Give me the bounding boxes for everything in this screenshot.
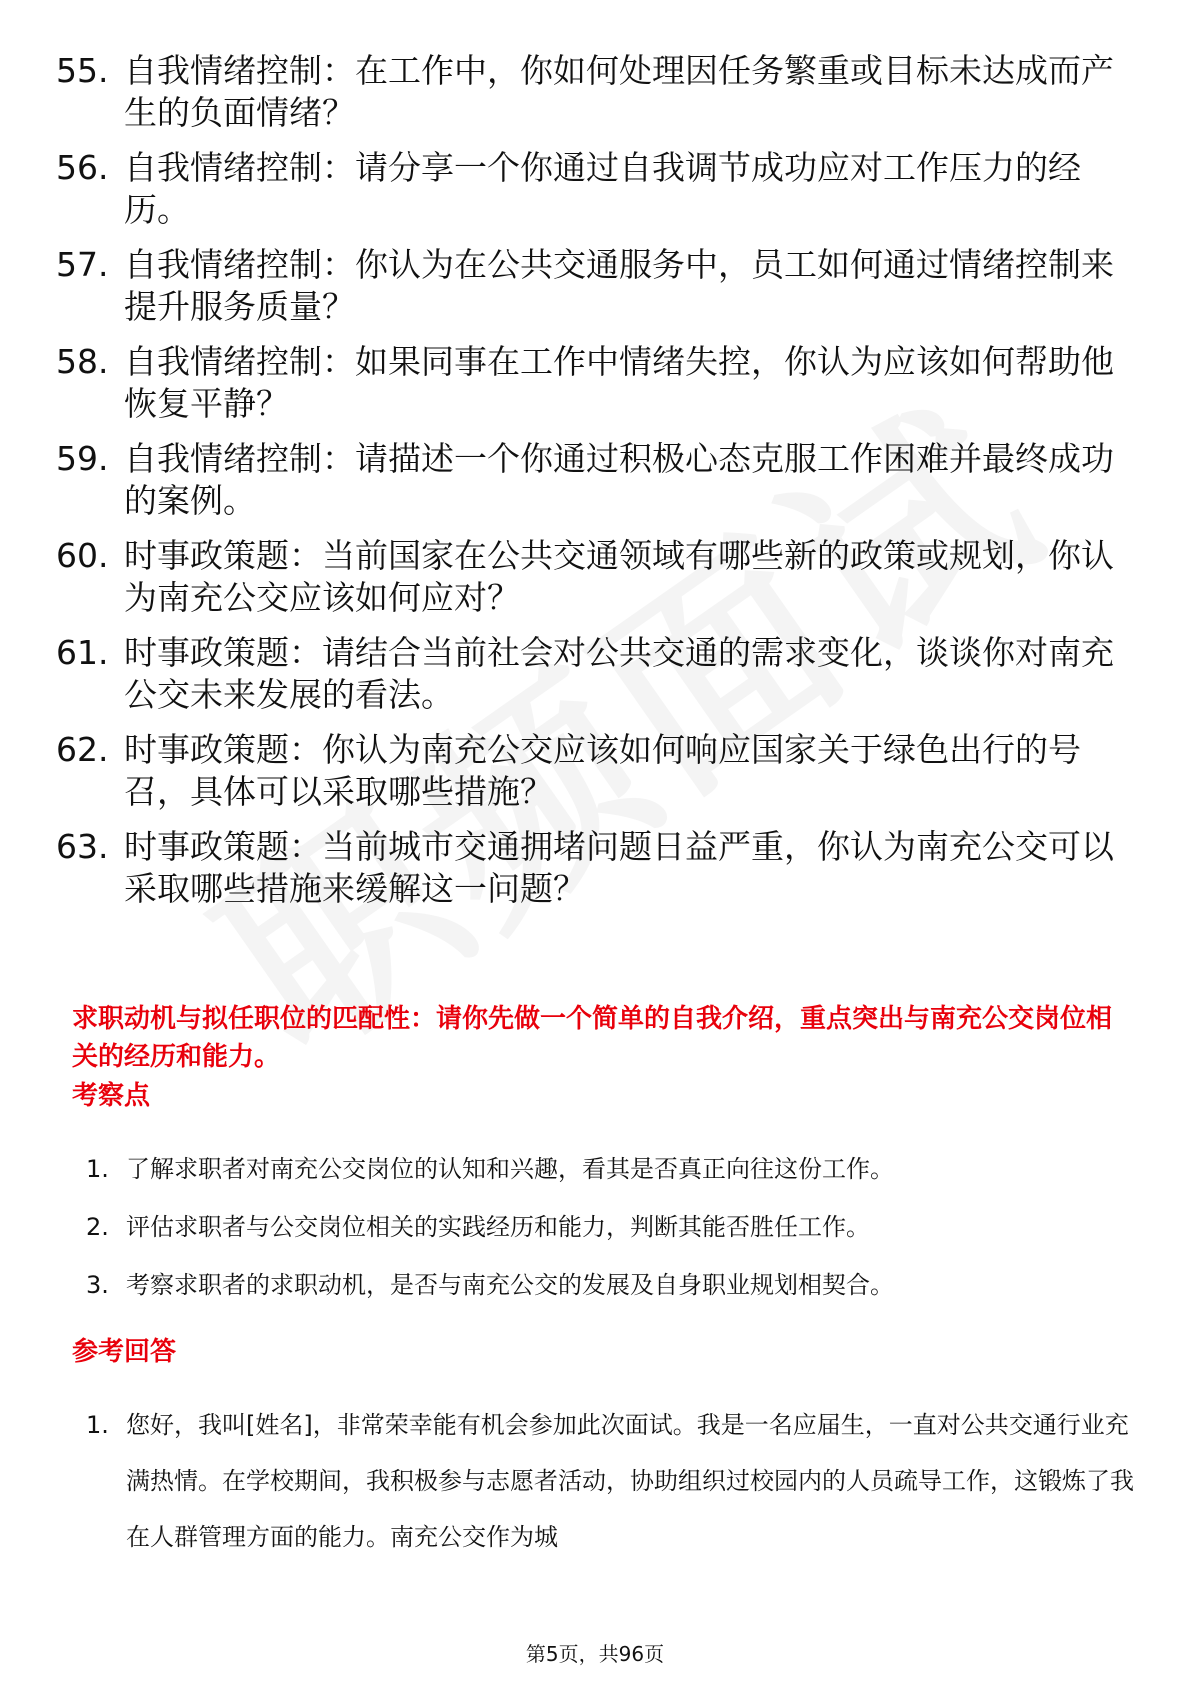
question-text: 自我情绪控制：你认为在公共交通服务中，员工如何通过情绪控制来提升服务质量？ xyxy=(124,245,1114,326)
question-text: 自我情绪控制：在工作中，你如何处理因任务繁重或目标未达成而产生的负面情绪？ xyxy=(124,51,1114,132)
question-text: 自我情绪控制：如果同事在工作中情绪失控，你认为应该如何帮助他恢复平静？ xyxy=(124,342,1114,423)
question-item xyxy=(56,244,1136,328)
question-number: 60. xyxy=(56,536,109,575)
list-number: 1. xyxy=(86,1155,109,1183)
list-item xyxy=(86,1210,1136,1244)
answer-heading: 参考回答 xyxy=(72,1337,177,1367)
answer-list xyxy=(86,1397,1136,1565)
page-footer: 第5页，共96页 xyxy=(525,1642,665,1666)
list-text: 考察求职者的求职动机，是否与南充公交的发展及自身职业规划相契合。 xyxy=(126,1271,894,1299)
list-item xyxy=(86,1268,1136,1302)
points-heading: 考察点 xyxy=(72,1081,151,1111)
question-number: 61. xyxy=(56,633,109,672)
question-number: 63. xyxy=(56,827,109,866)
points-list xyxy=(86,1152,1136,1326)
question-number: 56. xyxy=(56,148,109,187)
question-item xyxy=(56,729,1136,813)
question-number: 59. xyxy=(56,439,109,478)
list-number: 3. xyxy=(86,1271,109,1299)
list-text: 了解求职者对南充公交岗位的认知和兴趣，看其是否真正向往这份工作。 xyxy=(126,1155,894,1183)
question-number: 55. xyxy=(56,51,109,90)
question-item xyxy=(56,341,1136,425)
question-item xyxy=(56,535,1136,619)
question-text: 自我情绪控制：请描述一个你通过积极心态克服工作困难并最终成功的案例。 xyxy=(124,439,1114,520)
question-text: 时事政策题：当前国家在公共交通领域有哪些新的政策或规划，你认为南充公交应该如何应对？ xyxy=(124,536,1114,617)
question-text: 自我情绪控制：请分享一个你通过自我调节成功应对工作压力的经历。 xyxy=(124,148,1081,229)
list-item xyxy=(86,1152,1136,1186)
question-item xyxy=(56,438,1136,522)
question-list xyxy=(56,50,1136,923)
question-item xyxy=(56,50,1136,134)
question-text: 时事政策题：请结合当前社会对公共交通的需求变化，谈谈你对南充公交未来发展的看法。 xyxy=(124,633,1114,714)
question-number: 62. xyxy=(56,730,109,769)
section-title: 求职动机与拟任职位的匹配性：请你先做一个简单的自我介绍，重点突出与南充公交岗位相关的经历和能力。 xyxy=(72,1004,1113,1072)
answer-item xyxy=(86,1397,1136,1565)
question-item xyxy=(56,147,1136,231)
question-number: 58. xyxy=(56,342,109,381)
list-text: 评估求职者与公交岗位相关的实践经历和能力，判断其能否胜任工作。 xyxy=(126,1213,870,1241)
question-text: 时事政策题：你认为南充公交应该如何响应国家关于绿色出行的号召，具体可以采取哪些措施？ xyxy=(124,730,1081,811)
question-item xyxy=(56,632,1136,716)
list-number: 2. xyxy=(86,1213,109,1241)
answer-text: 您好，我叫[姓名]，非常荣幸能有机会参加此次面试。我是一名应届生，一直对公共交通行业充满热情。在学校期间，我积极参与志愿者活动，协助组织过校园内的人员疏导工作，这锻炼了我在人群管理方面的能力。南充公交作为城 xyxy=(126,1411,1134,1551)
answer-number: 1. xyxy=(86,1411,109,1439)
question-item xyxy=(56,826,1136,910)
question-number: 57. xyxy=(56,245,109,284)
question-text: 时事政策题：当前城市交通拥堵问题日益严重，你认为南充公交可以采取哪些措施来缓解这一问题？ xyxy=(124,827,1114,908)
